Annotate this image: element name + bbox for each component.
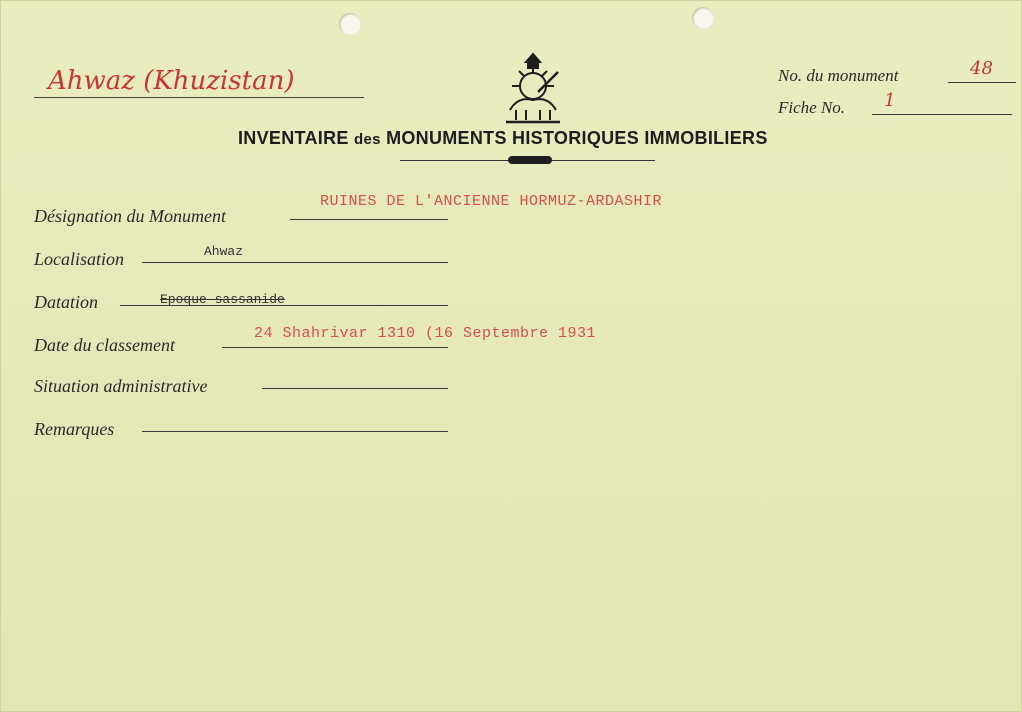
title-monuments: MONUMENTS HISTORIQUES IMMOBILIERS: [386, 128, 768, 148]
localisation-line: [142, 262, 448, 263]
datation-value: Epoque sassanide: [160, 292, 285, 307]
punch-hole-right: [692, 7, 714, 29]
date-classement-label: Date du classement: [34, 335, 175, 355]
datation-label: Datation: [34, 292, 99, 312]
monument-no-value: 48: [970, 58, 993, 79]
title-ornament-dots: [508, 156, 552, 164]
page-title: [238, 128, 768, 149]
title-inventaire: INVENTAIRE: [238, 128, 349, 148]
situation-label: Situation administrative: [34, 376, 208, 396]
remarques-label: Remarques: [34, 419, 115, 439]
title-des: des: [354, 131, 381, 148]
designation-value: RUINES DE L'ANCIENNE HORMUZ-ARDASHIR: [320, 193, 663, 210]
designation-line: [290, 219, 448, 220]
date-classement-line: [222, 347, 448, 348]
remarques-line: [142, 431, 448, 432]
localisation-label: Localisation: [34, 249, 125, 269]
location-underline: [34, 97, 364, 98]
fiche-no-value: 1: [884, 90, 896, 111]
fiche-no-label: Fiche No.: [778, 98, 846, 117]
monument-no-line: [948, 82, 1016, 83]
lion-and-sun-emblem-icon: [498, 48, 568, 128]
location-handwritten: Ahwaz (Khuzistan): [48, 66, 295, 96]
punch-hole-left: [339, 13, 361, 35]
date-classement-value: 24 Shahrivar 1310 (16 Septembre 1931: [254, 325, 597, 342]
designation-label: Désignation du Monument: [34, 206, 226, 226]
situation-line: [262, 388, 448, 389]
fiche-no-line: [872, 114, 1012, 115]
monument-no-label: No. du monument: [778, 66, 899, 85]
localisation-value: Ahwaz: [204, 244, 244, 259]
